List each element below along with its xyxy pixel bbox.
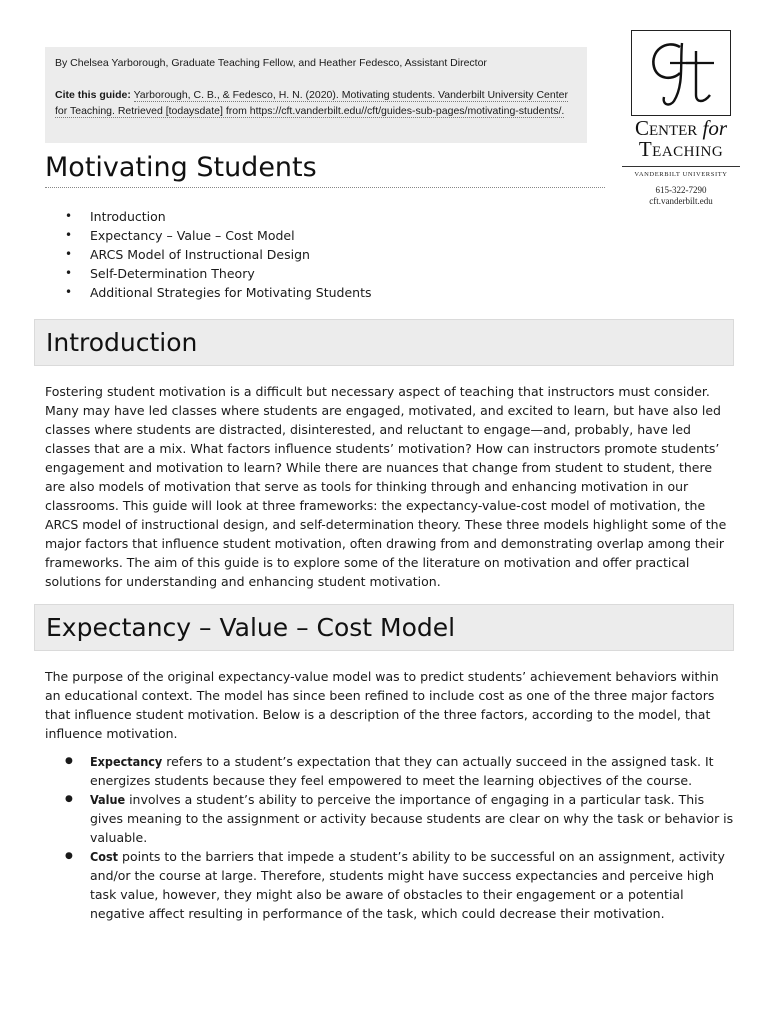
logo-for-word: for [702,116,728,140]
logo-center-line [612,117,750,139]
cite-guide [55,87,577,119]
logo-phone: 615-322-7290 [655,185,707,195]
citation-box [45,47,587,143]
page-title: Motivating Students [45,150,605,188]
table-of-contents [65,207,371,302]
toc-item-expectancy-value-cost[interactable]: • Expectancy – Value – Cost Model [65,226,371,245]
toc-item-introduction[interactable]: • Introduction [65,207,371,226]
factor-expectancy [65,752,735,790]
evc-heading: Expectancy – Value – Cost Model [34,604,734,651]
logo-website: cft.vanderbilt.edu [649,196,713,206]
toc-item-additional-strategies[interactable]: • Additional Strategies for Motivating Students [65,283,371,302]
byline: By Chelsea Yarborough, Graduate Teaching Fellow, and Heather Fedesco, Assistant Director [55,57,487,69]
logo-teaching-word: Teaching [638,137,724,161]
toc-item-arcs-model[interactable]: • ARCS Model of Instructional Design [65,245,371,264]
cft-monogram-mark [640,33,722,113]
factor-value [65,790,735,847]
factor-term: Value [90,792,126,807]
introduction-body: Fostering student motivation is a difficult but necessary aspect of teaching that instructors must consider. Many may have led classes where students are engaged, motivated, and excited to learn, but have also led classes where students are distracted, disinterested, and reluctant to engage—and, probably, have led classes that are a mix. What factors influence students’ motivation? How can instructors promote students’ engagement and motivation to learn? While there are nuances that change from student to student, there are also models of motivation that serve as tools for thinking through and enhancing motivation in our classrooms. This guide will look at three frameworks: the expectancy-value-cost model of motivation, the ARCS model of instructional design, and self-determination theory. These three models highlight some of the major factors that influence student motivation, often drawing from and demonstrating overlap among their frameworks. The aim of this guide is to explore some of the literature on motivation and offer practical solutions for understanding and enhancing student motivation. [45,384,727,589]
factor-term: Expectancy [90,754,163,769]
logo-university: VANDERBILT UNIVERSITY [622,166,740,178]
cite-label: Cite this guide: [55,89,131,101]
factor-description: points to the barriers that impede a student’s ability to be successful on an assignment, activity and/or the course at large. Therefore, students might have success expectancies and perceive high task value, however, they might also be aware of obstacles to their engagement or a potential negative affect resulting in performance of the task, which could decrease their motivation. [90,849,725,921]
toc-item-self-determination[interactable]: • Self-Determination Theory [65,264,371,283]
factor-description: involves a student’s ability to perceive the importance of engaging in a particular task. This gives meaning to the assignment or activity because students are clear on why the task or behavior is valuable. [90,792,734,845]
evc-body: The purpose of the original expectancy-value model was to predict students’ achievement behaviors within an educational context. The model has since been refined to include cost as one of the three major factors that influence student motivation. Below is a description of the three factors, according to the model, that influence motivation. [45,669,719,741]
factor-description: refers to a student’s expectation that they can actually succeed in the assigned task. It energizes students because they feel empowered to meet the learning objectives of the course. [90,754,714,788]
evc-factor-list [65,752,735,923]
logo-contact [612,185,750,207]
cft-logo [612,30,750,210]
logo-center-word: Center [634,116,698,140]
factor-term: Cost [90,849,119,864]
factor-cost [65,847,735,923]
introduction-heading: Introduction [34,319,734,366]
cite-text: Yarborough, C. B., & Fedesco, H. N. (2020). Motivating students. Vanderbilt University Center for Teaching. Retrieved [todaysdate] from https://cft.vanderbilt.edu//cft/guides-sub-pages/motivating-students/. [55,89,568,117]
cft-monogram [631,30,731,116]
